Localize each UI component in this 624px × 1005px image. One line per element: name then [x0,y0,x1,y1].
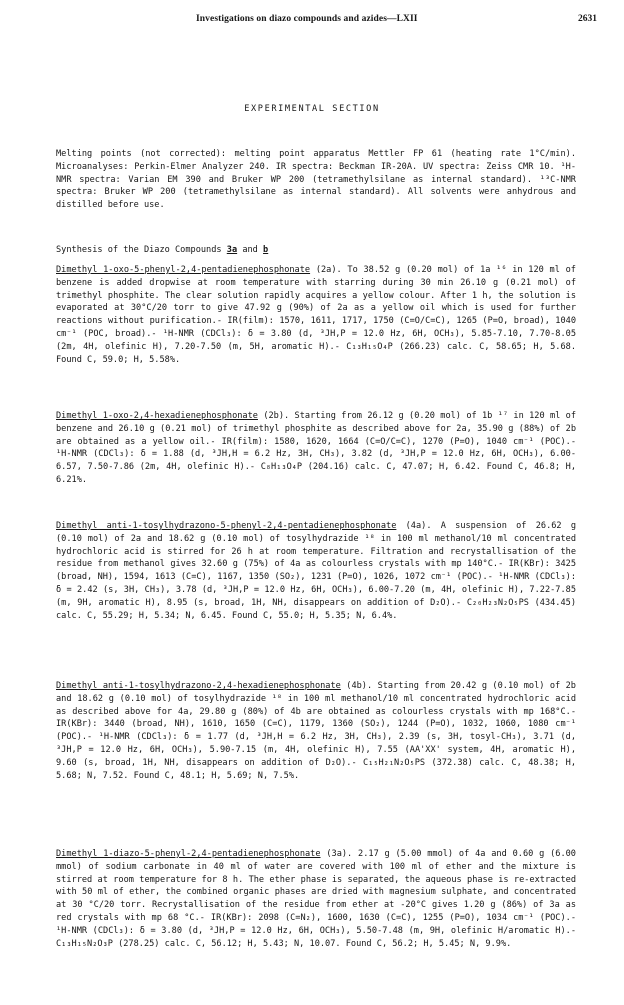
synthesis-heading-and: and [242,245,258,255]
procedure-label: (3a). [326,849,353,859]
procedure-paragraph [56,410,576,487]
compound-label: 3a [226,245,238,255]
procedure-paragraph [56,264,576,366]
general-methods-paragraph: Melting points (not corrected): melting point apparatus Mettler FP 61 (heating rate 1°C/min). Microanalyses: Perkin-Elmer Analyzer 240. IR spectra: Beckman IR-20A. UV spectra: Zeiss CMR 10. ¹H-NMR spectra: Varian EM 390 and Bruker WP 200 (tetramethylsilane as internal standard). ¹³C-NMR spectra: Bruker WP 200 (tetramethylsilane as internal standard). All solvents were anhydrous and distilled before use. [56,149,576,211]
procedure-text: Starting from 20.42 g (0.10 mol) of 2b and 18.62 g (0.10 mol) of tosylhydrazide ¹⁸ in 100 ml methanol/10 ml concentrated hydrochloric acid as described above for 4a, 29.80 g (80%) of 4b are obtained as colourless crystals with mp 168°C.- IR(KBr): 3440 (broad, NH), 1610, 1650 (C=C), 1179, 1360 (SO₂), 1244 (P=O), 1032, 1060, 1080 cm⁻¹ (POC).- ¹H-NMR (CDCl₃): δ = 1.77 (d, ³JH,H = 6.2 Hz, 3H, CH₃), 2.39 (s, 3H, tosyl-CH₃), 3.71 (d, ³JH,P = 12.0 Hz, 6H, OCH₃), 5.90-7.15 (m, 4H, olefinic H), 7.55 (AA'XX' system, 4H, aromatic H), 9.60 (s, broad, 1H, NH, disappears on addition of D₂O).- C₁₅H₂₁N₂O₅PS (372.38) calc. C, 48.38; H, 5.68; N, 7.52. Found C, 48.1; H, 5.69; N, 7.5%. [56,681,576,781]
procedure-label: (2a). [315,265,342,275]
procedure-text: A suspension of 26.62 g (0.10 mol) of 2a and 18.62 g (0.10 mol) of tosylhydrazide ¹⁸ in 100 ml methanol/10 ml concentrated hydrochloric acid is stirred for 26 h at room temperature. Filtration and recrystallisation of the residue from methanol gives 32.60 g (75%) of 4a as colourless crystals with mp 140°C.- IR(KBr): 3425 (broad, NH), 1594, 1613 (C=C), 1167, 1350 (SO₂), 1231 (P=O), 1026, 1072 cm⁻¹ (POC).- ¹H-NMR (CDCl₃): δ = 2.42 (s, 3H, CH₃), 3.78 (d, ³JH,P = 12.0 Hz, 6H, OCH₃), 6.00-7.20 (m, 4H, olefinic H), 7.22-7.85 (m, 9H, aromatic H), 8.95 (s, broad, 1H, NH, disappears on addition of D₂O).- C₂₀H₂₃N₂O₅PS (434.45) calc. C, 55.29; H, 5.34; N, 6.45. Found C, 55.0; H, 5.35; N, 6.4%. [56,521,576,621]
running-title: Investigations on diazo compounds and azides—LXII [196,14,418,24]
procedure-title: Dimethyl anti-1-tosylhydrazono-5-phenyl-2,4-pentadienephosphonate [56,521,397,531]
procedure-label: (2b). [263,411,290,421]
procedure-text: 2.17 g (5.00 mmol) of 4a and 0.60 g (6.00 mmol) of sodium carbonate in 40 ml of water are covered with 100 ml of ether and the mixture is stirred at room temperature for 8 h. The ether phase is separated, the aqueous phase is re-extracted with 50 ml of ether, the combined organic phases are dried with magnesium sulphate, and concentrated at 30 °C/20 torr. Recrystallisation of the residue from ether at -20°C gives 1.20 g (86%) of 3a as red crystals with mp 68 °C.- IR(KBr): 2098 (C=N₂), 1600, 1630 (C=C), 1255 (P=O), 1034 cm⁻¹ (POC).- ¹H-NMR (CDCl₃): δ = 3.80 (d, ³JH,P = 12.0 Hz, 6H, OCH₃), 5.50-7.48 (m, 9H, olefinic H/aromatic H).- C₁₃H₁₅N₂O₃P (278.25) calc. C, 56.12; H, 5.43; N, 10.07. Found C, 56.2; H, 5.45; N, 9.9%. [56,849,576,949]
page-number: 2631 [578,14,597,24]
procedure-label: (4a). [405,521,432,531]
procedure-label: (4b). [346,681,373,691]
procedure-title: Dimethyl anti-1-tosylhydrazono-2,4-hexadienephosphonate [56,681,341,691]
synthesis-heading-text: Synthesis of the Diazo Compounds [56,245,222,255]
procedure-paragraph [56,848,576,950]
synthesis-heading [56,244,576,257]
procedure-title: Dimethyl 1-oxo-2,4-hexadienephosphonate [56,411,258,421]
procedure-text: To 38.52 g (0.20 mol) of 1a ¹⁶ in 120 ml of benzene is added dropwise at room temperature with starring during 30 min 26.10 g (0.21 mol) of trimethyl phosphite. The clear solution rapidly acquires a yellow colour. After 1 h, the solution is evaporated at 30°C/20 torr to give 47.92 g (90%) of 2a as a yellow oil which is used for further reactions without purification.- IR(film): 1570, 1611, 1717, 1750 (C=O/C=C), 1265 (P=O, broad), 1040 cm⁻¹ (POC, broad).- ¹H-NMR (CDCl₃): δ = 3.80 (d, ³JH,P = 12.0 Hz, 6H, OCH₃), 5.85-7.10, 7.70-8.05 (2m, 4H, olefinic H), 7.20-7.50 (m, 5H, aromatic H).- C₁₃H₁₅O₄P (266.23) calc. C, 58.65; H, 5.68. Found C, 59.0; H, 5.58%. [56,265,576,365]
procedure-text: Starting from 26.12 g (0.20 mol) of 1b ¹⁷ in 120 ml of benzene and 26.10 g (0.21 mol) of trimethyl phosphite as described above for 2a, 35.90 g (88%) of 2b are obtained as a yellow oil.- IR(film): 1580, 1620, 1664 (C=O/C=C), 1270 (P=O), 1040 cm⁻¹ (POC).- ¹H-NMR (CDCl₃): δ = 1.88 (d, ³JH,H = 6.2 Hz, 3H, CH₃), 3.82 (d, ³JH,P = 12.0 Hz, 6H, OCH₃), 6.00-6.57, 7.50-7.86 (2m, 4H, olefinic H).- C₈H₁₃O₄P (204.16) calc. C, 47.07; H, 6.42. Found C, 46.8; H, 6.21%. [56,411,576,485]
procedure-paragraph [56,680,576,782]
procedure-title: Dimethyl 1-oxo-5-phenyl-2,4-pentadienephosphonate [56,265,311,275]
section-heading: EXPERIMENTAL SECTION [244,104,380,114]
compound-label: b [263,245,269,255]
procedure-title: Dimethyl 1-diazo-5-phenyl-2,4-pentadienephosphonate [56,849,321,859]
procedure-paragraph [56,520,576,622]
